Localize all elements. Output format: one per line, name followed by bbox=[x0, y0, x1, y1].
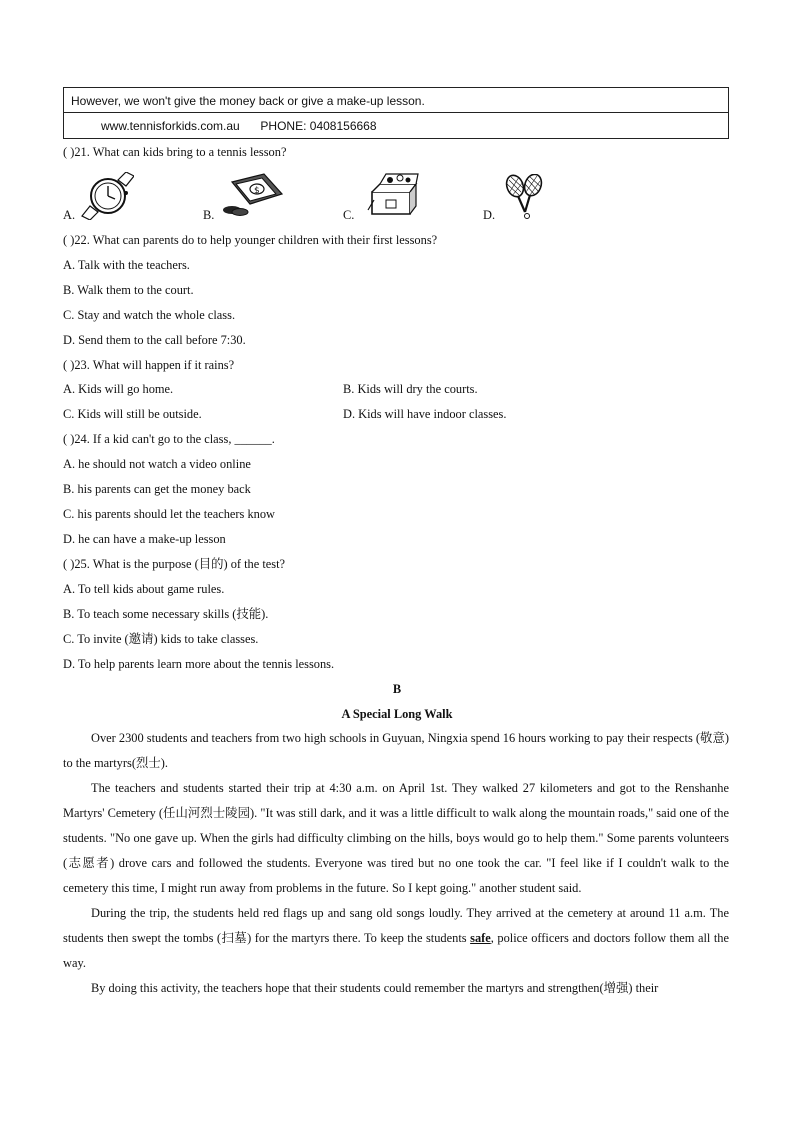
paragraph-3 bbox=[63, 901, 729, 976]
q21-option-a[interactable]: A. bbox=[63, 208, 76, 222]
question-25: ( )25. What is the purpose (目的) of the test? bbox=[63, 557, 286, 571]
paragraph-3-part2: , police officers and doctors follow them all the way. bbox=[63, 931, 730, 970]
money-icon bbox=[222, 172, 284, 218]
q22-option-b[interactable]: B. Walk them to the court. bbox=[63, 283, 194, 297]
q22-option-c[interactable]: C. Stay and watch the whole class. bbox=[63, 308, 236, 322]
q22-option-d[interactable]: D. Send them to the call before 7:30. bbox=[63, 333, 246, 347]
website-text: www.tennisforkids.com.au bbox=[101, 119, 240, 133]
q25-option-c[interactable]: C. To invite (邀请) kids to take classes. bbox=[63, 632, 259, 646]
q24-option-a[interactable]: A. he should not watch a video online bbox=[63, 457, 251, 471]
question-21: ( )21. What can kids bring to a tennis lesson? bbox=[63, 145, 287, 159]
q24-option-b[interactable]: B. his parents can get the money back bbox=[63, 482, 251, 496]
paragraph-2: The teachers and students started their trip at 4:30 a.m. on April 1st. They walked 27 kilometers and got to the Renshanhe Martyrs' Cemetery (任山河烈士陵园). "It was still dark, and it was a little difficult to walk along the mountain roads," said one of the students. "No one gave up. When the girls had difficulty climbing on the hills, boys would go to help them." Some parents volunteers (志愿者) drove cars and followed the students. Everyone was tired but no one took the car. "I feel like if I couldn't walk to the cemetery this time, I might run away from problems in the future. So I kept going." another student said. bbox=[63, 781, 729, 895]
q25-option-b[interactable]: B. To teach some necessary skills (技能). bbox=[63, 607, 269, 621]
passage-title: A Special Long Walk bbox=[341, 707, 453, 721]
question-23: ( )23. What will happen if it rains? bbox=[63, 358, 235, 372]
notice-line: However, we won't give the money back or give a make-up lesson. bbox=[64, 88, 728, 113]
watch-icon bbox=[80, 172, 134, 220]
paragraph-1: Over 2300 students and teachers from two high schools in Guyuan, Ningxia spend 16 hours working to pay their respects (敬意) to the martyrs(烈士). bbox=[63, 731, 729, 770]
paragraph-4: By doing this activity, the teachers hope that their students could remember the martyrs and strengthen(增强) their bbox=[91, 981, 659, 995]
underlined-word: safe bbox=[470, 931, 491, 945]
q24-option-c[interactable]: C. his parents should let the teachers know bbox=[63, 507, 275, 521]
q22-option-a[interactable]: A. Talk with the teachers. bbox=[63, 258, 190, 272]
paragraph-3-part1: During the trip, the students held red flags up and sang old songs loudly. They arrived at the cemetery at around 11 a.m. The students then swept the tombs (扫墓) for the martyrs there. To keep the students bbox=[63, 906, 729, 945]
q23-option-c[interactable]: C. Kids will still be outside. bbox=[63, 407, 202, 421]
q23-option-a[interactable]: A. Kids will go home. bbox=[63, 382, 174, 396]
q23-option-b[interactable]: B. Kids will dry the courts. bbox=[343, 382, 478, 396]
q25-option-a[interactable]: A. To tell kids about game rules. bbox=[63, 582, 225, 596]
passage-body bbox=[63, 726, 729, 1001]
question-24: ( )24. If a kid can't go to the class, ______. bbox=[63, 432, 275, 446]
q24-option-d[interactable]: D. he can have a make-up lesson bbox=[63, 532, 226, 546]
q21-option-c[interactable]: C. bbox=[343, 208, 355, 222]
svg-text:$: $ bbox=[254, 186, 260, 196]
phone-number: 0408156668 bbox=[309, 119, 377, 133]
section-label: B bbox=[392, 682, 402, 696]
q21-option-b[interactable]: B. bbox=[203, 208, 215, 222]
tennis-rackets-icon bbox=[503, 174, 545, 220]
phone-label: PHONE: bbox=[260, 119, 307, 133]
treasure-chest-icon bbox=[366, 170, 422, 216]
q25-option-d[interactable]: D. To help parents learn more about the tennis lessons. bbox=[63, 657, 335, 671]
question-22: ( )22. What can parents do to help younger children with their first lessons? bbox=[63, 233, 438, 247]
contact-row bbox=[64, 113, 728, 139]
notice-box bbox=[63, 87, 729, 139]
q23-option-d[interactable]: D. Kids will have indoor classes. bbox=[343, 407, 507, 421]
q21-option-d[interactable]: D. bbox=[483, 208, 496, 222]
